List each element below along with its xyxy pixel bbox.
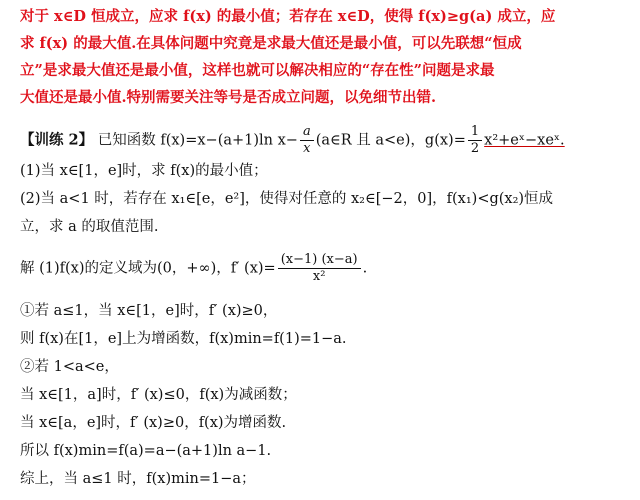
fraction-one-half: $\frac{1}{2}$ <box>468 124 482 157</box>
case-2-minimum: 所以 f(x)min=f(a)=a−(a+1)ln a−1. <box>20 443 272 459</box>
stem-part-a: 已知函数 f(x)=x−(a+1)ln x− <box>97 132 298 149</box>
case-1-conclusion: 则 f(x)在[1，e]上为增函数，f(x)min=f(1)=1−a. <box>20 331 347 347</box>
stem-part-c: x²+eˣ−xeˣ. <box>484 132 565 149</box>
case-1: ①若 a≤1，当 x∈[1，e]时，f′ (x)≥0， <box>20 303 278 319</box>
training-tag: 【训练 2】 <box>20 131 94 149</box>
stem-part-b: (a∈R 且 a<e)，g(x)= <box>315 132 466 149</box>
case-2-decreasing: 当 x∈[1，a]时，f′ (x)≤0，f(x)为减函数； <box>20 387 297 403</box>
case-2: ②若 1<a<e， <box>20 359 119 375</box>
fraction-a-over-x: $\frac{a}{x}$ <box>300 124 314 157</box>
question-2-line-1: (2)当 a<1 时，若存在 x₁∈[e，e²]，使得对任意的 x₂∈[−2，0]，f(x₁)<g(x₂)恒成 <box>20 191 554 207</box>
solution-derivative: 解 (1)f(x)的定义域为(0，+∞)，f′ (x)= $\frac{(x-1) (x-a)}{\text{x²}}$ . <box>20 252 368 284</box>
intro-line-1: 对于 x∈D 恒成立，应求 f(x) 的最小值；若存在 x∈D，使得 f(x)≥g(a) 成立，应 <box>20 8 556 25</box>
question-2-line-2: 立，求 a 的取值范围. <box>20 219 159 235</box>
question-1: (1)当 x∈[1，e]时，求 f(x)的最小值； <box>20 163 268 179</box>
case-2-increasing: 当 x∈[a，e]时，f′ (x)≥0，f(x)为增函数. <box>20 415 287 431</box>
intro-line-3: 立”是求最大值还是最小值，这样也就可以解决相应的“存在性”问题是求最 <box>20 62 495 79</box>
intro-line-2: 求 f(x) 的最大值.在具体问题中究竟是求最大值还是最小值，可以先联想“恒成 <box>20 35 522 52</box>
training-stem <box>20 124 565 157</box>
summary: 综上，当 a≤1 时，f(x)min=1−a； <box>20 471 256 487</box>
derivative-fraction: $\frac{(x-1) (x-a)}{\text{x²}}$ <box>278 252 361 285</box>
intro-line-4: 大值还是最小值.特别需要关注等号是否成立问题，以免细节出错. <box>20 89 437 106</box>
